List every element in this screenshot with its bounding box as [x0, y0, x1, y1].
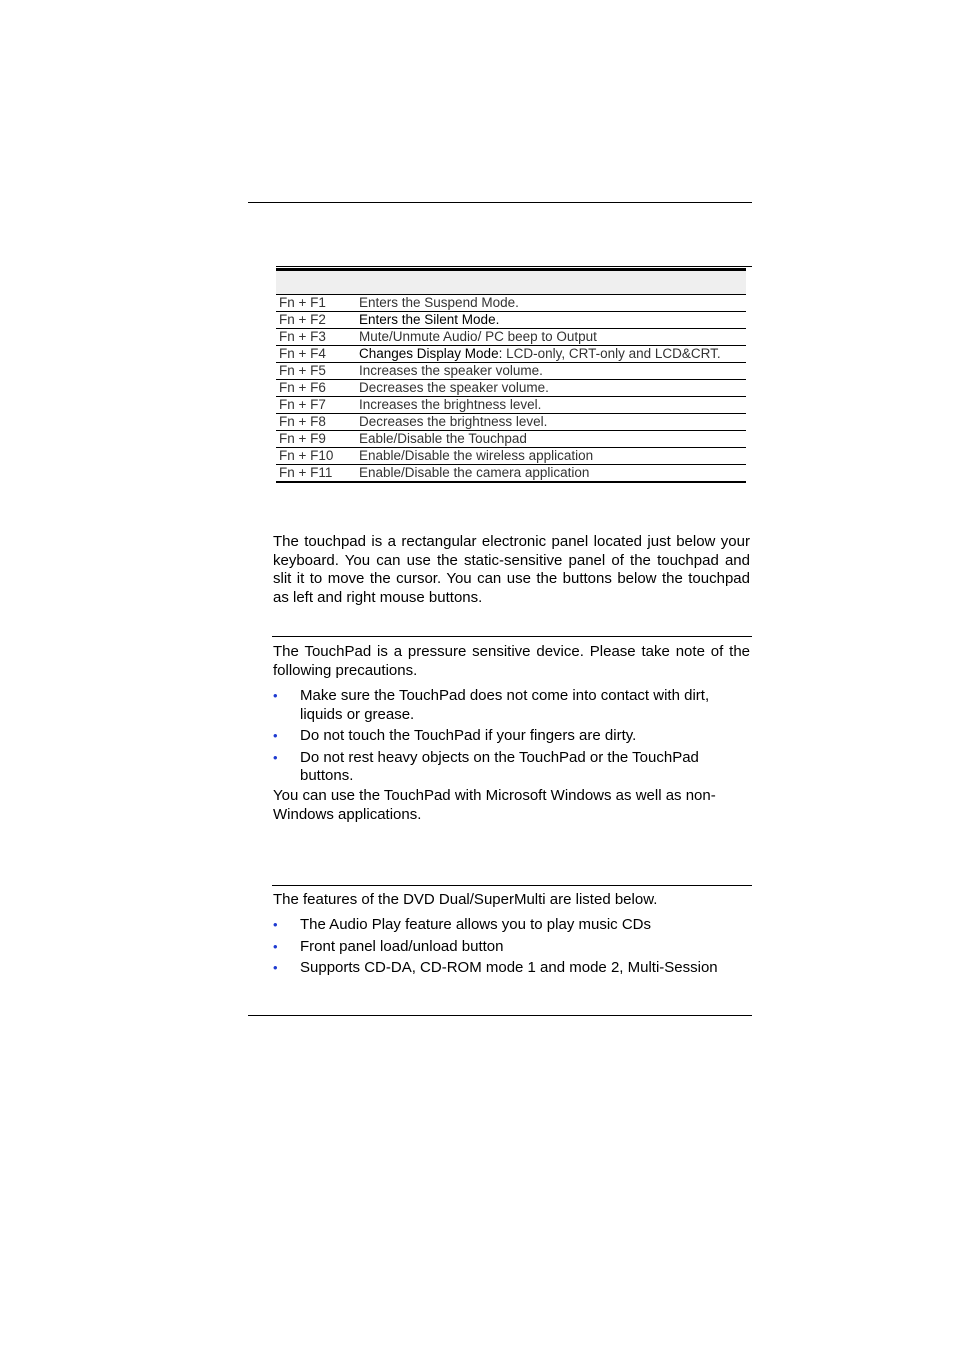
table-row	[276, 414, 746, 431]
hotkey-description: Enable/Disable the wireless application	[359, 448, 594, 463]
table-row	[276, 431, 746, 448]
table-row	[276, 465, 746, 483]
table-row	[276, 397, 746, 414]
page-footer-rule	[248, 1015, 752, 1016]
list-item: • The Audio Play feature allows you to play music CDs	[273, 916, 651, 933]
hotkey-description: Enters the Silent Mode.	[359, 312, 500, 327]
touchpad-windows-paragraph: You can use the TouchPad with Microsoft Windows as well as non-Windows applications.	[273, 787, 716, 823]
hotkey-description: Decreases the brightness level.	[359, 414, 548, 429]
bullet-icon: •	[273, 938, 278, 954]
list-item: • Front panel load/unload button	[273, 937, 504, 955]
hotkey-key: Fn + F5	[279, 363, 326, 378]
hotkey-key: Fn + F6	[279, 380, 326, 395]
touchpad-intro-paragraph: The touchpad is a rectangular electronic panel located just below your keyboard. You can use the static-sensitive panel of the touchpad and slit it to move the cursor. You can use the buttons below the touchpad as left and right mouse buttons.	[273, 533, 750, 606]
precaution-list	[273, 687, 750, 789]
hotkey-key: Fn + F3	[279, 329, 326, 344]
list-item: • Do not touch the TouchPad if your fingers are dirty.	[273, 727, 637, 744]
hotkey-key: Fn + F11	[279, 465, 333, 480]
table-row	[276, 448, 746, 465]
list-item: • Supports CD-DA, CD-ROM mode 1 and mode 2, Multi-Session	[273, 959, 718, 976]
dvd-intro-paragraph: The features of the DVD Dual/SuperMulti are listed below.	[273, 891, 658, 908]
table-row	[276, 363, 746, 380]
section-rule-dvd	[272, 885, 752, 886]
hotkey-description: Changes Display Mode: LCD-only, CRT-only and LCD&CRT.	[359, 346, 721, 361]
page-header-rule	[248, 202, 752, 203]
hotkey-key: Fn + F8	[279, 414, 326, 429]
bullet-icon: •	[273, 917, 278, 932]
hotkey-description: Mute/Unmute Audio/ PC beep to Output	[359, 329, 597, 344]
list-item: • Make sure the TouchPad does not come into contact with dirt, liquids or grease.	[273, 687, 710, 723]
hotkey-table	[276, 266, 746, 483]
hotkey-description: Increases the speaker volume.	[359, 363, 543, 378]
hotkey-description: Enters the Suspend Mode.	[359, 295, 519, 310]
precaution-intro-paragraph: The TouchPad is a pressure sensitive device. Please take note of the following precautions.	[273, 643, 750, 679]
hotkey-key: Fn + F9	[279, 431, 326, 446]
table-header	[276, 268, 746, 295]
hotkey-description: Enable/Disable the camera application	[359, 465, 590, 480]
dvd-feature-list	[273, 916, 750, 981]
table-row	[276, 312, 746, 329]
hotkey-key: Fn + F10	[279, 448, 334, 463]
table-row	[276, 295, 746, 312]
section-rule-touchpad	[272, 636, 752, 637]
hotkey-key: Fn + F1	[279, 295, 326, 310]
table-row	[276, 346, 746, 363]
table-row	[276, 329, 746, 346]
hotkey-description: Eable/Disable the Touchpad	[359, 431, 527, 446]
hotkey-description: Increases the brightness level.	[359, 397, 542, 412]
table-body	[276, 295, 746, 483]
bullet-icon: •	[273, 749, 278, 765]
hotkey-key: Fn + F4	[279, 346, 326, 361]
bullet-icon: •	[273, 728, 278, 743]
hotkey-key: Fn + F7	[279, 397, 326, 412]
table-row	[276, 380, 746, 397]
list-item: • Do not rest heavy objects on the TouchPad or the TouchPad buttons.	[273, 748, 699, 784]
bullet-icon: •	[273, 688, 278, 703]
hotkey-key: Fn + F2	[279, 312, 326, 327]
table-top-rule	[276, 266, 752, 267]
bullet-icon: •	[273, 960, 278, 975]
hotkey-description: Decreases the speaker volume.	[359, 380, 549, 395]
